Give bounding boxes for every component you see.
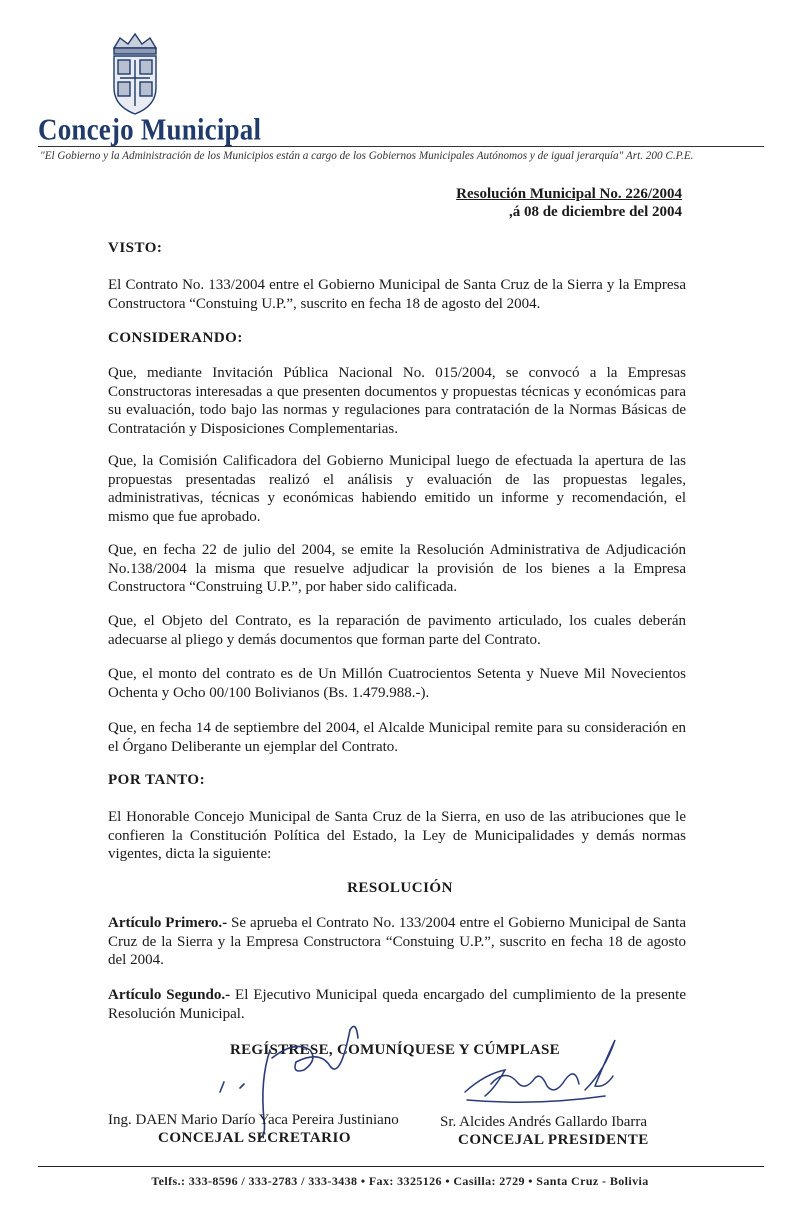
visto-heading: VISTO:	[108, 240, 163, 256]
footer-contact: Telfs.: 333-8596 / 333-2783 / 333-3438 • Fax: 3325126 • Casilla: 2729 • Santa Cruz - Bolivia	[151, 1174, 649, 1188]
article-label: Artículo Primero.-	[108, 915, 228, 931]
resolucion-heading: RESOLUCIÓN	[347, 880, 453, 896]
resolution-date: ,á 08 de diciembre del 2004	[508, 204, 682, 220]
considerando-paragraph: Que, la Comisión Calificadora del Gobierno Municipal luego de efectuada la apertura de las propuestas presentadas realizó el análisis y evaluación de las propuestas legales, administrativas, técnicas y económicas habiendo emitido un informe y recomendación, el mismo que fue aprobado.	[108, 453, 686, 525]
article-first	[108, 914, 686, 970]
considerando-paragraph: Que, en fecha 22 de julio del 2004, se emite la Resolución Administrativa de Adjudicación No.138/2004 la misma que resuelve adjudicar la provisión de los bienes a la Empresa Constructora “Construing U.P.”, por haber sido calificada.	[108, 542, 686, 595]
considerando-heading: CONSIDERANDO:	[108, 330, 243, 346]
considerando-paragraph: Que, el monto del contrato es de Un Millón Cuatrocientos Setenta y Nueve Mil Novecientos Ochenta y Ocho 00/100 Bolivianos (Bs. 1.479.988.-).	[108, 666, 686, 701]
por-tanto-heading: POR TANTO:	[108, 772, 206, 788]
closing-formula: REGÍSTRESE, COMUNÍQUESE Y CÚMPLASE	[230, 1042, 560, 1058]
motto: "El Gobierno y la Administración de los Municipios están a cargo de los Gobiernos Municipales Autónomos y de igual jerarquía" Art. 200 C.P.E.	[40, 150, 694, 162]
considerando-paragraph: Que, en fecha 14 de septiembre del 2004, el Alcalde Municipal remite para su consideración en el Órgano Deliberante un ejemplar del Contrato.	[108, 720, 686, 755]
right-signer-name: Sr. Alcides Andrés Gallardo Ibarra	[440, 1114, 648, 1130]
por-tanto-text: El Honorable Concejo Municipal de Santa Cruz de la Sierra, en uso de las atribuciones que le confieren la Constitución Política del Estado, la Ley de Municipalidades y demás normas vigentes, dicta la siguiente:	[108, 809, 686, 862]
left-signer-name: Ing. DAEN Mario Darío Yaca Pereira Justiniano	[108, 1112, 399, 1128]
left-signer-title: CONCEJAL SECRETARIO	[158, 1130, 352, 1146]
coat-of-arms-icon	[100, 30, 170, 120]
article-text: Se aprueba el Contrato No. 133/2004 entre el Gobierno Municipal de Santa Cruz de la Sierra y la Empresa Constructora “Constuing U.P.”, suscrito en fecha 18 de agosto del 2004.	[108, 915, 686, 968]
article-second	[108, 986, 686, 1023]
footer-divider	[38, 1166, 764, 1167]
visto-text: El Contrato No. 133/2004 entre el Gobierno Municipal de Santa Cruz de la Sierra y la Empresa Constructora “Constuing U.P.”, suscrito en fecha 18 de agosto del 2004.	[108, 277, 686, 312]
header-divider	[38, 146, 764, 147]
resolution-number: Resolución Municipal No. 226/2004	[456, 186, 682, 202]
org-name: Concejo Municipal	[38, 112, 262, 147]
considerando-paragraph: Que, el Objeto del Contrato, es la reparación de pavimento articulado, los cuales deberán adecuarse al pliego y demás documentos que forman parte del Contrato.	[108, 613, 686, 648]
article-label: Artículo Segundo.-	[108, 987, 231, 1003]
considerando-paragraph: Que, mediante Invitación Pública Nacional No. 015/2004, se convocó a la Empresas Constructoras interesadas a que presenten documentos y propuestas técnicas y económicas para su evaluación, todo bajo las normas y regulaciones para contratación de la Normas Básicas de Contratación y Disposiciones Complementarias.	[108, 365, 686, 437]
right-signer-title: CONCEJAL PRESIDENTE	[458, 1132, 649, 1148]
article-text: El Ejecutivo Municipal queda encargado del cumplimiento de la presente Resolución Municipal.	[108, 987, 686, 1022]
signature-right-icon	[455, 1030, 635, 1110]
